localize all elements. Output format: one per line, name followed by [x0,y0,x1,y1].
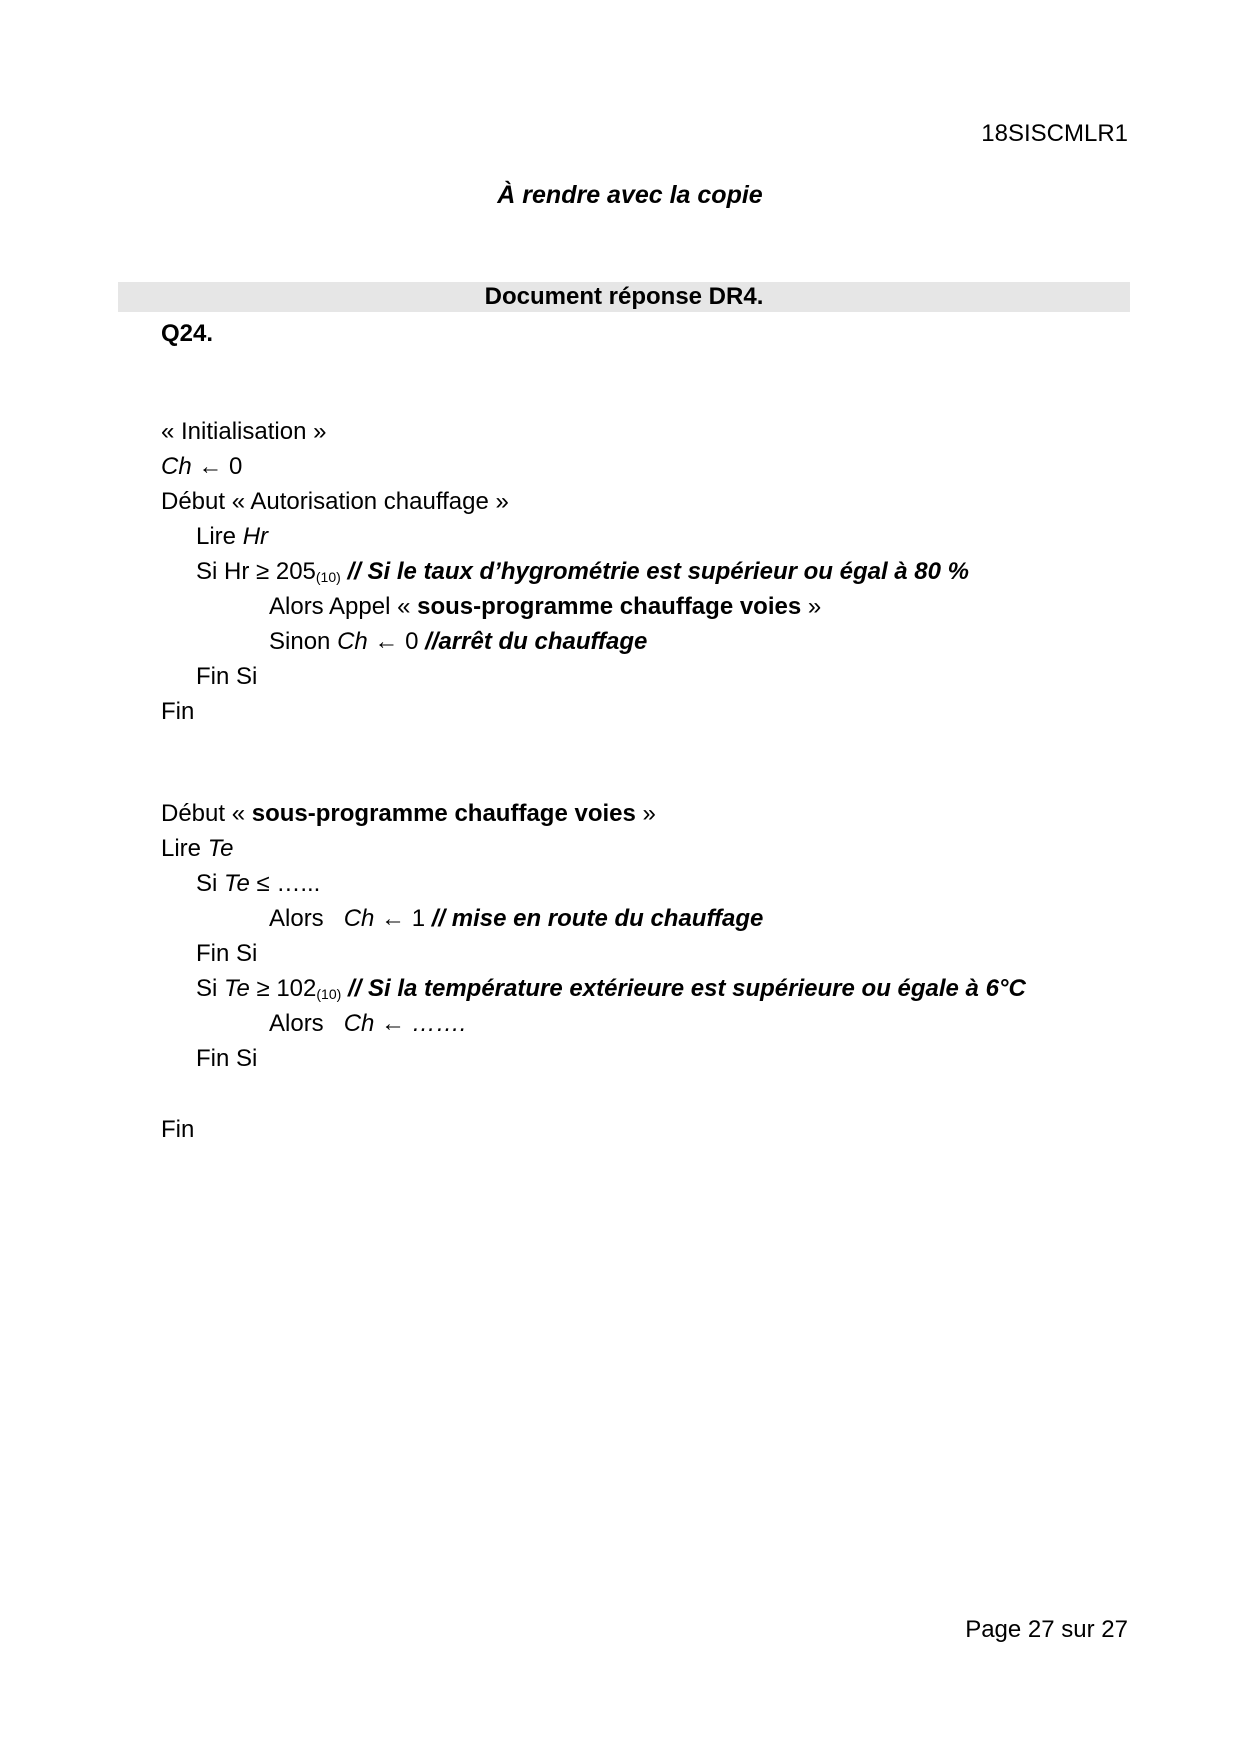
si-comment: // Si la température extérieure est supérieure ou égale à 6°C [341,975,1026,1002]
algo1-sinon [269,628,647,656]
assign: ← 1 [374,905,432,932]
algo2-fin-si2: Fin Si [196,1045,258,1072]
alors-prefix: Alors Appel « [269,593,418,620]
return-instruction: À rendre avec la copie [497,181,763,209]
var-te: Te [224,975,250,1002]
si-condition: Si Hr ≥ 205 [196,558,316,585]
si-keyword: Si [196,975,225,1002]
subprogram-name: sous-programme chauffage voies [251,800,636,827]
debut-suffix: » [635,800,656,827]
question-number: Q24. [161,320,214,347]
sinon-comment: //arrêt du chauffage [425,628,648,655]
assign: ← 0 [367,628,426,655]
subprogram-name: sous-programme chauffage voies [417,593,802,620]
var-ch: Ch [343,1010,375,1037]
algo1-fin-si: Fin Si [196,663,258,690]
si-comment: // Si le taux d’hygrométrie est supérieur ou égal à 80 % [340,558,970,585]
si-condition-blank: ≤ …... [249,870,321,897]
var-te: Te [207,835,234,862]
var-hr: Hr [242,523,269,550]
sinon-prefix: Sinon [269,628,338,655]
algo2-debut [161,800,656,828]
alors-keyword: Alors [269,1010,344,1037]
base-subscript: (10) [316,986,342,1002]
algo1-fin: Fin [161,698,195,725]
algo1-ch-init [161,453,242,481]
var-ch: Ch [161,453,192,480]
algo2-si2 [196,975,1026,1003]
lire-keyword: Lire [161,835,208,862]
algo1-si [196,558,969,586]
algo2-lire [161,835,234,863]
alors-comment: // mise en route du chauffage [431,905,764,932]
alors-suffix: » [801,593,822,620]
document-banner: Document réponse DR4. [118,282,1130,312]
algo2-si1 [196,870,320,898]
algo1-alors [269,593,821,621]
si-keyword: Si [196,870,225,897]
var-ch: Ch [337,628,368,655]
algo1-lire [196,523,268,551]
document-reference: 18SISCMLR1 [981,120,1128,147]
algo2-alors1 [269,905,763,933]
base-subscript: (10) [315,569,341,585]
assign-blank: ← ……. [374,1010,467,1037]
alors-keyword: Alors [269,905,344,932]
debut-prefix: Début « [161,800,252,827]
lire-keyword: Lire [196,523,243,550]
algo2-alors2 [269,1010,466,1038]
algo1-init: « Initialisation » [161,418,327,445]
algo2-fin-si1: Fin Si [196,940,258,967]
si-condition: ≥ 102 [249,975,317,1002]
page-number: Page 27 sur 27 [965,1616,1128,1643]
algo1-debut: Début « Autorisation chauffage » [161,488,509,515]
var-ch: Ch [343,905,375,932]
algo2-fin: Fin [161,1116,195,1143]
assign: ← 0 [191,453,243,480]
var-te: Te [224,870,250,897]
